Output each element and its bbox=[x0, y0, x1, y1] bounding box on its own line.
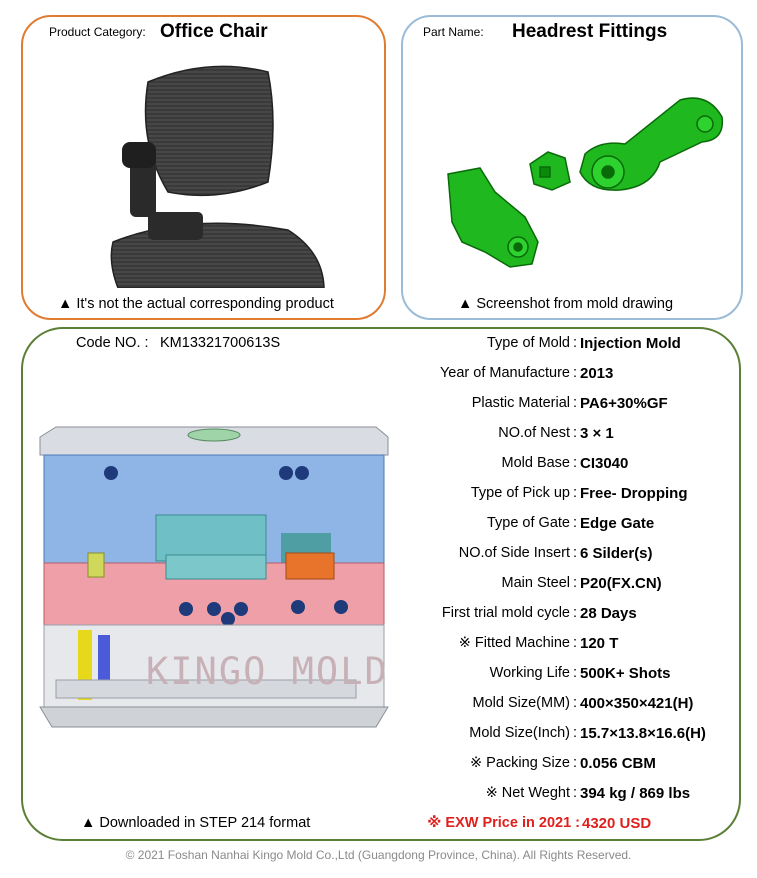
kingo-mold-watermark: KINGO MOLD bbox=[146, 650, 389, 693]
part-value: Headrest Fittings bbox=[512, 21, 668, 42]
top-right-caption: ▲ Screenshot from mold drawing bbox=[458, 296, 674, 312]
office-chair-headrest-image bbox=[108, 62, 328, 288]
spec-row-net-weight: ※ Net Weght : 394 kg / 869 lbs bbox=[485, 784, 691, 802]
spec-row-mold-size-mm: Mold Size(MM) : 400×350×421(H) bbox=[472, 694, 694, 712]
spec-row-main-steel: Main Steel : P20(FX.CN) bbox=[501, 574, 662, 592]
code-label: Code NO. : bbox=[76, 335, 149, 351]
spec-row-material: Plastic Material : PA6+30%GF bbox=[471, 394, 668, 412]
price-label: ※ EXW Price in 2021 : bbox=[427, 815, 580, 831]
price-value: 4320 USD bbox=[582, 814, 652, 832]
spec-row-gate: Type of Gate : Edge Gate bbox=[486, 514, 655, 532]
spec-row-pick-up: Type of Pick up : Free- Dropping bbox=[470, 484, 688, 502]
spec-row-nest: NO.of Nest : 3 × 1 bbox=[498, 424, 614, 442]
spec-row-fitted-machine: ※ Fitted Machine : 120 T bbox=[458, 634, 619, 652]
spec-row-type-of-mold: Type of Mold : Injection Mold bbox=[486, 334, 681, 352]
spec-row-packing-size: ※ Packing Size : 0.056 CBM bbox=[470, 754, 656, 772]
copyright-footer: © 2021 Foshan Nanhai Kingo Mold Co.,Ltd (Guangdong Province, China). All Rights Reserved. bbox=[125, 848, 632, 862]
top-left-caption: ▲ It's not the actual corresponding product bbox=[58, 296, 334, 312]
spec-row-price bbox=[380, 812, 740, 834]
part-label: Part Name: bbox=[423, 25, 484, 39]
spec-row-year: Year of Manufacture : 2013 bbox=[439, 364, 614, 382]
code-value: KM13321700613S bbox=[160, 335, 281, 351]
spec-row-trial-cycle: First trial mold cycle : 28 Days bbox=[441, 604, 637, 622]
spec-row-mold-base: Mold Base : CI3040 bbox=[501, 454, 629, 472]
spec-row-side-insert: NO.of Side Insert : 6 Silder(s) bbox=[458, 544, 653, 562]
category-label: Product Category: bbox=[49, 25, 146, 39]
headrest-fittings-parts-image bbox=[440, 92, 732, 272]
category-value: Office Chair bbox=[160, 21, 268, 42]
spec-row-working-life: Working Life : 500K+ Shots bbox=[489, 664, 671, 682]
bottom-caption: ▲ Downloaded in STEP 214 format bbox=[81, 815, 311, 831]
spec-row-mold-size-inch: Mold Size(Inch) : 15.7×13.8×16.6(H) bbox=[469, 724, 706, 742]
